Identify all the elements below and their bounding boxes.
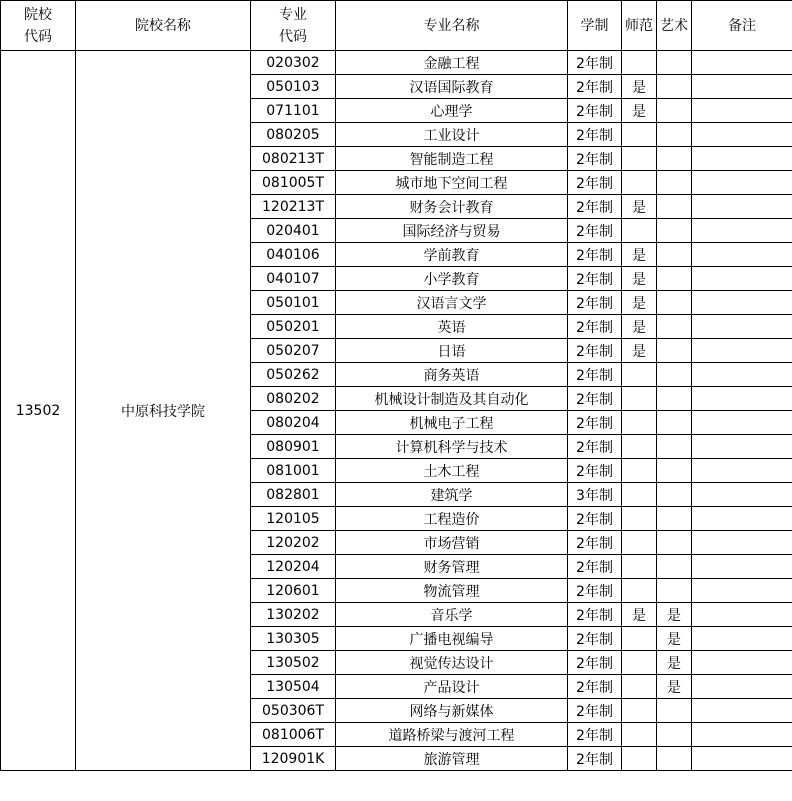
- major-name-cell: 音乐学: [336, 603, 568, 627]
- major-name-cell: 汉语国际教育: [336, 75, 568, 99]
- remark-cell: [692, 147, 792, 171]
- major-name-cell: 机械电子工程: [336, 411, 568, 435]
- header-school-name: 院校名称: [76, 1, 251, 51]
- major-code-cell: 130202: [251, 603, 336, 627]
- duration-cell: 2年制: [568, 147, 622, 171]
- normal-flag-cell: 是: [622, 267, 657, 291]
- major-name-cell: 视觉传达设计: [336, 651, 568, 675]
- major-code-cell: 120204: [251, 555, 336, 579]
- table-row: [1, 51, 792, 75]
- remark-cell: [692, 603, 792, 627]
- remark-cell: [692, 579, 792, 603]
- table-body: [1, 51, 792, 771]
- normal-flag-cell: [622, 363, 657, 387]
- remark-cell: [692, 651, 792, 675]
- duration-cell: 2年制: [568, 651, 622, 675]
- major-name-cell: 心理学: [336, 99, 568, 123]
- normal-flag-cell: [622, 171, 657, 195]
- major-name-cell: 物流管理: [336, 579, 568, 603]
- major-code-cell: 080901: [251, 435, 336, 459]
- duration-cell: 2年制: [568, 339, 622, 363]
- art-flag-cell: [657, 75, 692, 99]
- normal-flag-cell: [622, 699, 657, 723]
- remark-cell: [692, 555, 792, 579]
- art-flag-cell: [657, 147, 692, 171]
- normal-flag-cell: 是: [622, 291, 657, 315]
- duration-cell: 2年制: [568, 723, 622, 747]
- major-code-cell: 120601: [251, 579, 336, 603]
- remark-cell: [692, 219, 792, 243]
- normal-flag-cell: [622, 723, 657, 747]
- remark-cell: [692, 195, 792, 219]
- duration-cell: 2年制: [568, 699, 622, 723]
- duration-cell: 2年制: [568, 315, 622, 339]
- normal-flag-cell: [622, 411, 657, 435]
- major-code-cell: 050207: [251, 339, 336, 363]
- major-name-cell: 学前教育: [336, 243, 568, 267]
- header-school-code-line2: 代码: [24, 28, 52, 45]
- art-flag-cell: [657, 51, 692, 75]
- duration-cell: 2年制: [568, 267, 622, 291]
- art-flag-cell: [657, 747, 692, 771]
- art-flag-cell: [657, 555, 692, 579]
- art-flag-cell: [657, 579, 692, 603]
- remark-cell: [692, 723, 792, 747]
- major-name-cell: 计算机科学与技术: [336, 435, 568, 459]
- normal-flag-cell: [622, 51, 657, 75]
- duration-cell: 2年制: [568, 123, 622, 147]
- major-name-cell: 财务管理: [336, 555, 568, 579]
- school-code-cell: 13502: [1, 51, 76, 771]
- major-code-cell: 071101: [251, 99, 336, 123]
- normal-flag-cell: [622, 579, 657, 603]
- remark-cell: [692, 411, 792, 435]
- remark-cell: [692, 99, 792, 123]
- normal-flag-cell: [622, 507, 657, 531]
- major-code-cell: 130305: [251, 627, 336, 651]
- remark-cell: [692, 675, 792, 699]
- remark-cell: [692, 459, 792, 483]
- duration-cell: 2年制: [568, 507, 622, 531]
- art-flag-cell: 是: [657, 675, 692, 699]
- major-name-cell: 英语: [336, 315, 568, 339]
- duration-cell: 2年制: [568, 51, 622, 75]
- major-name-cell: 产品设计: [336, 675, 568, 699]
- major-name-cell: 工业设计: [336, 123, 568, 147]
- major-code-cell: 081001: [251, 459, 336, 483]
- remark-cell: [692, 747, 792, 771]
- duration-cell: 2年制: [568, 411, 622, 435]
- art-flag-cell: [657, 507, 692, 531]
- major-code-cell: 082801: [251, 483, 336, 507]
- remark-cell: [692, 627, 792, 651]
- major-code-cell: 080204: [251, 411, 336, 435]
- normal-flag-cell: [622, 531, 657, 555]
- normal-flag-cell: [622, 387, 657, 411]
- major-code-cell: 050306T: [251, 699, 336, 723]
- school-name-cell: 中原科技学院: [76, 51, 251, 771]
- remark-cell: [692, 339, 792, 363]
- header-normal: 师范: [622, 1, 657, 51]
- normal-flag-cell: 是: [622, 195, 657, 219]
- major-code-cell: 130504: [251, 675, 336, 699]
- header-major-code: [251, 1, 336, 51]
- normal-flag-cell: 是: [622, 339, 657, 363]
- normal-flag-cell: 是: [622, 75, 657, 99]
- duration-cell: 2年制: [568, 459, 622, 483]
- normal-flag-cell: [622, 147, 657, 171]
- art-flag-cell: 是: [657, 651, 692, 675]
- duration-cell: 2年制: [568, 675, 622, 699]
- remark-cell: [692, 435, 792, 459]
- header-row: [1, 1, 792, 51]
- remark-cell: [692, 699, 792, 723]
- major-name-cell: 土木工程: [336, 459, 568, 483]
- duration-cell: 2年制: [568, 363, 622, 387]
- art-flag-cell: [657, 531, 692, 555]
- duration-cell: 3年制: [568, 483, 622, 507]
- major-code-cell: 050201: [251, 315, 336, 339]
- art-flag-cell: [657, 363, 692, 387]
- major-code-cell: 081006T: [251, 723, 336, 747]
- normal-flag-cell: [622, 555, 657, 579]
- remark-cell: [692, 267, 792, 291]
- normal-flag-cell: [622, 219, 657, 243]
- major-code-cell: 020302: [251, 51, 336, 75]
- normal-flag-cell: 是: [622, 603, 657, 627]
- major-name-cell: 网络与新媒体: [336, 699, 568, 723]
- remark-cell: [692, 483, 792, 507]
- duration-cell: 2年制: [568, 747, 622, 771]
- normal-flag-cell: [622, 675, 657, 699]
- normal-flag-cell: 是: [622, 99, 657, 123]
- art-flag-cell: [657, 699, 692, 723]
- duration-cell: 2年制: [568, 99, 622, 123]
- art-flag-cell: [657, 723, 692, 747]
- header-remark: 备注: [692, 1, 792, 51]
- art-flag-cell: [657, 411, 692, 435]
- art-flag-cell: [657, 123, 692, 147]
- normal-flag-cell: [622, 459, 657, 483]
- duration-cell: 2年制: [568, 171, 622, 195]
- art-flag-cell: [657, 195, 692, 219]
- art-flag-cell: [657, 435, 692, 459]
- major-name-cell: 道路桥梁与渡河工程: [336, 723, 568, 747]
- duration-cell: 2年制: [568, 555, 622, 579]
- header-major-code-line1: 专业: [279, 6, 307, 23]
- major-name-cell: 日语: [336, 339, 568, 363]
- major-name-cell: 商务英语: [336, 363, 568, 387]
- art-flag-cell: [657, 339, 692, 363]
- normal-flag-cell: [622, 651, 657, 675]
- duration-cell: 2年制: [568, 243, 622, 267]
- major-name-cell: 城市地下空间工程: [336, 171, 568, 195]
- major-name-cell: 国际经济与贸易: [336, 219, 568, 243]
- remark-cell: [692, 75, 792, 99]
- major-code-cell: 120202: [251, 531, 336, 555]
- major-name-cell: 财务会计教育: [336, 195, 568, 219]
- normal-flag-cell: [622, 435, 657, 459]
- header-school-code-line1: 院校: [24, 6, 52, 23]
- major-name-cell: 旅游管理: [336, 747, 568, 771]
- duration-cell: 2年制: [568, 531, 622, 555]
- major-code-cell: 050262: [251, 363, 336, 387]
- header-school-code: [1, 1, 76, 51]
- normal-flag-cell: 是: [622, 243, 657, 267]
- major-code-cell: 080202: [251, 387, 336, 411]
- header-duration: 学制: [568, 1, 622, 51]
- normal-flag-cell: 是: [622, 315, 657, 339]
- remark-cell: [692, 123, 792, 147]
- major-name-cell: 市场营销: [336, 531, 568, 555]
- duration-cell: 2年制: [568, 579, 622, 603]
- major-code-cell: 130502: [251, 651, 336, 675]
- major-code-cell: 040106: [251, 243, 336, 267]
- remark-cell: [692, 243, 792, 267]
- major-name-cell: 机械设计制造及其自动化: [336, 387, 568, 411]
- major-name-cell: 广播电视编导: [336, 627, 568, 651]
- art-flag-cell: [657, 267, 692, 291]
- major-code-cell: 040107: [251, 267, 336, 291]
- art-flag-cell: 是: [657, 603, 692, 627]
- art-flag-cell: [657, 315, 692, 339]
- major-code-cell: 120213T: [251, 195, 336, 219]
- duration-cell: 2年制: [568, 195, 622, 219]
- remark-cell: [692, 171, 792, 195]
- major-code-cell: 080213T: [251, 147, 336, 171]
- major-code-cell: 080205: [251, 123, 336, 147]
- major-name-cell: 汉语言文学: [336, 291, 568, 315]
- header-major-name: 专业名称: [336, 1, 568, 51]
- remark-cell: [692, 291, 792, 315]
- art-flag-cell: [657, 291, 692, 315]
- major-code-cell: 020401: [251, 219, 336, 243]
- major-code-cell: 120105: [251, 507, 336, 531]
- major-name-cell: 工程造价: [336, 507, 568, 531]
- art-flag-cell: [657, 99, 692, 123]
- art-flag-cell: [657, 243, 692, 267]
- normal-flag-cell: [622, 627, 657, 651]
- art-flag-cell: [657, 387, 692, 411]
- normal-flag-cell: [622, 747, 657, 771]
- major-name-cell: 金融工程: [336, 51, 568, 75]
- art-flag-cell: [657, 459, 692, 483]
- major-code-cell: 050103: [251, 75, 336, 99]
- remark-cell: [692, 315, 792, 339]
- header-major-code-line2: 代码: [279, 28, 307, 45]
- art-flag-cell: [657, 219, 692, 243]
- duration-cell: 2年制: [568, 291, 622, 315]
- duration-cell: 2年制: [568, 603, 622, 627]
- remark-cell: [692, 363, 792, 387]
- duration-cell: 2年制: [568, 627, 622, 651]
- art-flag-cell: 是: [657, 627, 692, 651]
- remark-cell: [692, 531, 792, 555]
- major-code-cell: 050101: [251, 291, 336, 315]
- duration-cell: 2年制: [568, 387, 622, 411]
- duration-cell: 2年制: [568, 435, 622, 459]
- duration-cell: 2年制: [568, 75, 622, 99]
- major-name-cell: 智能制造工程: [336, 147, 568, 171]
- duration-cell: 2年制: [568, 219, 622, 243]
- remark-cell: [692, 387, 792, 411]
- art-flag-cell: [657, 171, 692, 195]
- remark-cell: [692, 51, 792, 75]
- major-name-cell: 建筑学: [336, 483, 568, 507]
- major-code-cell: 081005T: [251, 171, 336, 195]
- major-code-cell: 120901K: [251, 747, 336, 771]
- remark-cell: [692, 507, 792, 531]
- normal-flag-cell: [622, 123, 657, 147]
- major-name-cell: 小学教育: [336, 267, 568, 291]
- header-art: 艺术: [657, 1, 692, 51]
- normal-flag-cell: [622, 483, 657, 507]
- art-flag-cell: [657, 483, 692, 507]
